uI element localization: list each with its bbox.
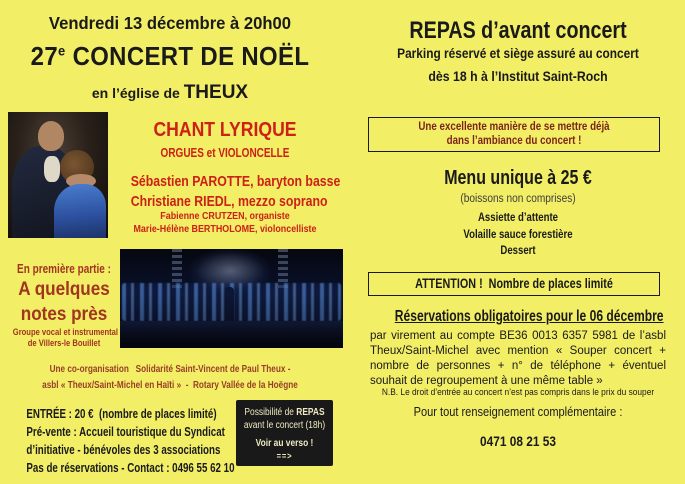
woman-figure xyxy=(54,184,106,238)
meal-teaser-line2: avant le concert (18h) xyxy=(243,420,326,431)
opening-group-desc-line: Groupe vocal et instrumental xyxy=(12,327,118,338)
concert-title-ordinal: e xyxy=(58,42,66,59)
info-contact-label: Pour tout renseignement complémentaire : xyxy=(413,404,623,419)
coorganisers-line: Une co-organisation Solidarité Saint-Vincent de Paul Theux - xyxy=(49,364,291,375)
meal-teaser-box xyxy=(236,400,333,466)
entry-not-included-note: N.B. Le droit d’entrée au concert n’est pas compris dans le prix du souper xyxy=(381,387,655,398)
ambiance-box xyxy=(368,117,660,152)
info-phone: 0471 08 21 53 xyxy=(480,434,556,449)
entry-contact-line: Pas de réservations - Contact : 0496 55 62 10 xyxy=(26,461,235,475)
coorganisers xyxy=(31,362,310,393)
meal-teaser-content xyxy=(244,400,325,463)
program-heading: CHANT LYRIQUE xyxy=(153,119,297,141)
reservation-title: Réservations obligatoires pour le 06 décembre xyxy=(394,308,664,325)
choir-photo xyxy=(120,249,343,348)
meal-teaser-prefix: Possibilité de xyxy=(244,407,297,418)
performers xyxy=(130,172,341,212)
meal-page-title: REPAS d’avant concert xyxy=(409,17,627,44)
concert-date: Vendredi 13 décembre à 20h00 xyxy=(48,13,292,33)
ambiance-line: Une excellente manière de se mettre déjà xyxy=(418,121,610,133)
attention-text: ATTENTION ! Nombre de places limité xyxy=(415,276,613,291)
musicians xyxy=(127,210,323,235)
opening-group-desc-line: de Villers-le Bouillet xyxy=(27,338,101,349)
menu-note: (boissons non comprises) xyxy=(460,193,576,205)
see-reverse-label: Voir au verso ! xyxy=(255,438,314,449)
menu-item: Dessert xyxy=(500,243,536,257)
musician-line: Marie-Hélène BERTHOLOME, violoncelliste xyxy=(133,222,317,235)
menu-title: Menu unique à 25 € xyxy=(444,167,592,189)
concert-title xyxy=(14,41,327,72)
program-subheading: ORGUES et VIOLONCELLE xyxy=(160,146,290,160)
duo-photo xyxy=(8,112,108,238)
opening-group-name-line: notes près xyxy=(20,304,108,325)
entry-price-line: ENTRÉE : 20 € (nombre de places limité) xyxy=(26,407,217,421)
arrow-icon: ==> xyxy=(276,451,293,461)
opening-group-desc xyxy=(12,327,118,349)
concert-venue xyxy=(0,82,340,104)
first-part-label: En première partie : xyxy=(17,262,111,276)
venue-name: THEUX xyxy=(183,82,249,103)
parking-note: Parking réservé et siège assuré au concert xyxy=(397,46,639,61)
entry-info xyxy=(26,405,235,477)
performer-line: Sébastien PAROTTE, baryton basse xyxy=(130,173,341,190)
opening-group-name xyxy=(6,277,121,327)
attention-box xyxy=(368,272,660,296)
performer-line: Christiane RIEDL, mezzo soprano xyxy=(130,193,328,210)
concert-title-text: CONCERT DE NOËL xyxy=(65,41,310,71)
musician-line: Fabienne CRUTZEN, organiste xyxy=(160,210,290,222)
meal-teaser-line1 xyxy=(244,406,325,419)
opening-group-name-line: A quelques xyxy=(18,279,110,300)
entry-presale-line: Pré-vente : Accueil touristique du Syndicat xyxy=(26,425,225,439)
menu-items xyxy=(392,209,645,259)
man-head xyxy=(38,121,64,151)
concert-title-number: 27 xyxy=(30,41,59,71)
meal-teaser-repas: REPAS xyxy=(296,407,325,418)
entry-presale-line2: d’initiative - bénévoles des 3 associations xyxy=(26,443,221,457)
ambiance-line: dans l’ambiance du concert ! xyxy=(446,135,582,147)
reservation-details: par virement au compte BE36 0013 6357 5981 de l’asbl Theux/Saint-Michel avec mention « Souper concert + nombre de personnes + n° de téléphone + éventuel souhait de regroupement à une même table » xyxy=(370,330,666,387)
blue-light-wash xyxy=(120,249,343,348)
coorganisers-line: asbl « Theux/Saint-Michel en Haïti » - Rotary Vallée de la Hoëgne xyxy=(42,379,298,391)
meal-time-location: dès 18 h à l’Institut Saint-Roch xyxy=(428,68,608,84)
menu-item: Volaille sauce forestière xyxy=(463,226,573,241)
shirt-ruffle xyxy=(44,156,60,182)
menu-item: Assiette d’attente xyxy=(477,210,559,224)
venue-prefix: en l’église de xyxy=(91,85,180,101)
meal-page xyxy=(360,0,685,484)
